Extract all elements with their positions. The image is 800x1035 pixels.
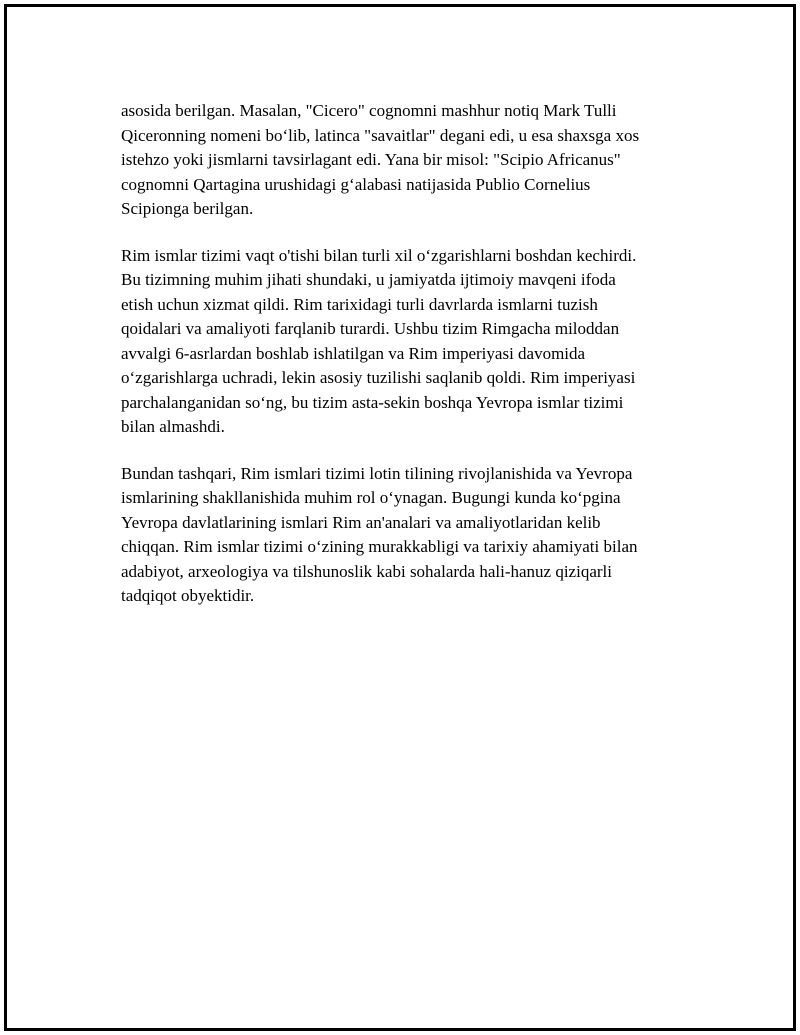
text-line: Scipionga berilgan. xyxy=(121,199,254,218)
text-line: Bundan tashqari, Rim ismlari tizimi lotin tilining rivojlanishida va Yevropa xyxy=(121,463,633,483)
paragraph-1 xyxy=(121,99,693,222)
text-line: Qiceronning nomeni bo‘lib, latinca "savaitlar" degani edi, u esa shaxsga xos xyxy=(121,125,640,145)
document-body xyxy=(121,99,693,631)
text-line: bilan almashdi. xyxy=(121,417,225,436)
text-line: Rim ismlar tizimi vaqt o'tishi bilan turli xil o‘zgarishlarni boshdan kechirdi. xyxy=(121,245,637,265)
text-line: istehzo yoki jismlarni tavsirlagant edi. Yana bir misol: "Scipio Africanus" xyxy=(121,150,621,169)
page-frame xyxy=(4,4,796,1031)
text-line: chiqqan. Rim ismlar tizimi o‘zining murakkabligi va tarixiy ahamiyati bilan xyxy=(121,537,638,556)
text-line: asosida berilgan. Masalan, "Cicero" cognomni mashhur notiq Mark Tulli xyxy=(121,101,617,120)
text-line: adabiyot, arxeologiya va tilshunoslik kabi sohalarda hali-hanuz qiziqarli xyxy=(121,561,612,581)
text-line: ismlarining shakllanishida muhim rol o‘ynagan. Bugungi kunda ko‘pgina xyxy=(121,488,621,507)
text-line: qoidalari va amaliyoti farqlanib turardi. Ushbu tizim Rimgacha miloddan xyxy=(121,319,620,338)
text-line: tadqiqot obyektidir. xyxy=(121,586,255,605)
text-line: Yevropa davlatlarining ismlari Rim an'analari va amaliyotlaridan kelib xyxy=(121,512,601,532)
paragraph-3 xyxy=(121,462,693,609)
text-line: o‘zgarishlarga uchradi, lekin asosiy tuzilishi saqlanib qoldi. Rim imperiyasi xyxy=(121,368,636,387)
text-line: etish uchun xizmat qildi. Rim tarixidagi turli davrlarda ismlarni tuzish xyxy=(121,294,598,314)
text-line: Bu tizimning muhim jihati shundaki, u jamiyatda ijtimoiy mavqeni ifoda xyxy=(121,270,616,289)
text-line: parchalanganidan so‘ng, bu tizim asta-sekin boshqa Yevropa ismlar tizimi xyxy=(121,392,624,412)
text-line: cognomni Qartagina urushidagi g‘alabasi natijasida Publio Cornelius xyxy=(121,174,591,194)
text-line: avvalgi 6-asrlardan boshlab ishlatilgan va Rim imperiyasi davomida xyxy=(121,343,586,363)
paragraph-2 xyxy=(121,244,693,440)
